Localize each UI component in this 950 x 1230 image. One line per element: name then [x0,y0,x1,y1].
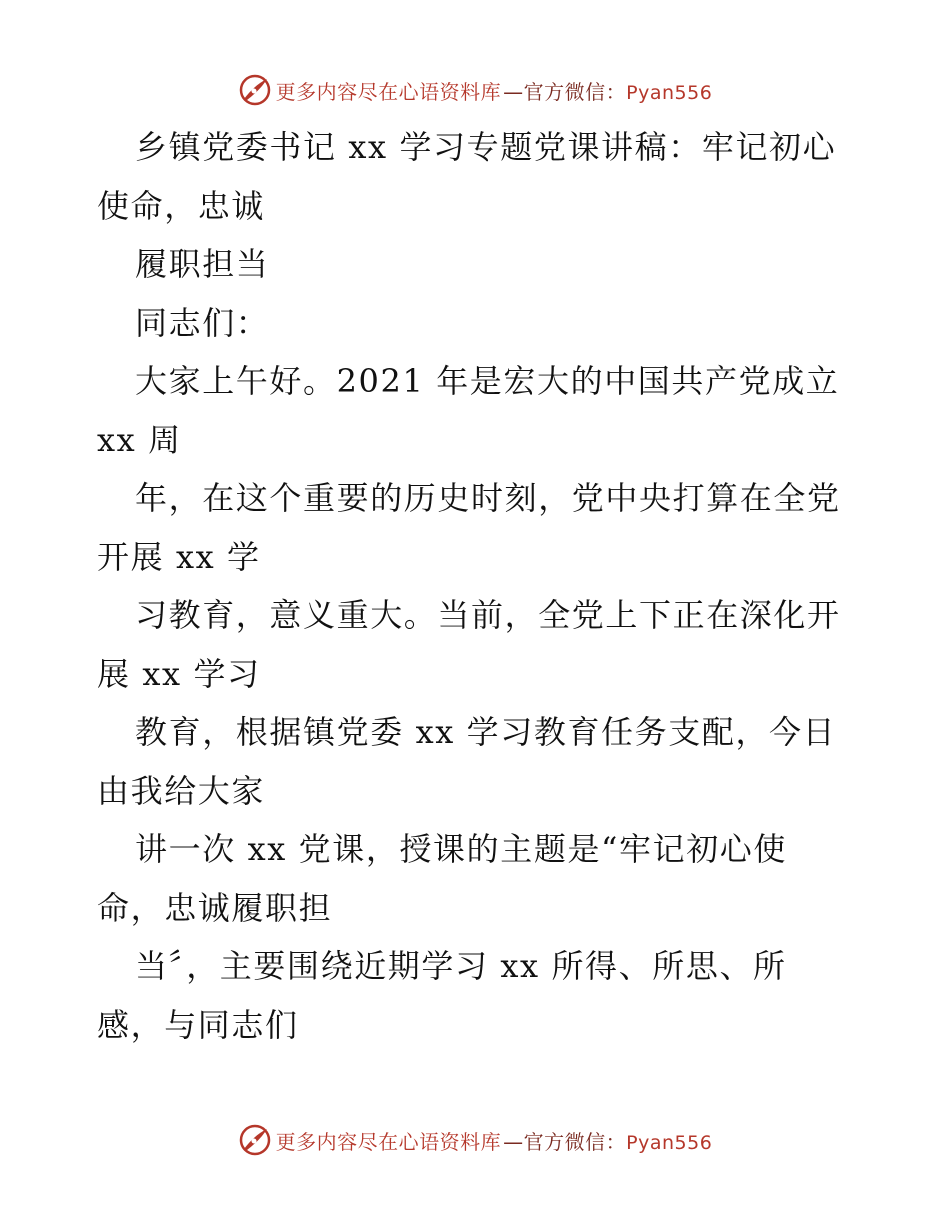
text-line: 教育，根据镇党委 xx 学习教育任务支配，今日 [135,713,837,751]
header-watermark-banner [0,70,950,110]
text-line: 履职担当 [135,245,270,283]
text-line: xx 周 [97,420,182,459]
quill-pen-logo-icon [238,1123,272,1157]
text-line: 讲一次 xx 党课，授课的主题是“牢记初心使 [135,830,787,868]
wechat-id: Pyan556 [626,1131,713,1154]
text-line: 开展 xx 学 [97,537,261,576]
watermark-separator: —官方微信： [503,1129,627,1154]
text-line: 年，在这个重要的历史时刻，党中央打算在全党 [135,479,841,517]
watermark-separator: —官方微信： [503,79,627,104]
wechat-id: Pyan556 [626,81,713,104]
text-line: 乡镇党委书记 xx 学习专题党课讲稿：牢记初心 [135,128,837,166]
footer-watermark-banner [0,1120,950,1160]
text-line: 命，忠诚履职担 [97,888,333,927]
text-line: 展 xx 学习 [97,654,261,693]
text-line: 习教育，意义重大。当前，全党上下正在深化开 [135,596,841,634]
watermark-title: 更多内容尽在心语资料库 [275,79,502,104]
watermark-text [276,1126,713,1155]
text-line: 同志们： [135,303,270,342]
text-line: 当〞，主要围绕近期学习 xx 所得、所思、所 [135,947,787,985]
document-body [97,118,857,1054]
text-line: 使命，忠诚 [97,186,266,225]
text-line: 大家上午好。2021 年是宏大的中国共产党成立 [135,362,840,400]
watermark-text [276,76,713,105]
quill-pen-logo-icon [238,73,272,107]
text-line: 感，与同志们 [97,1005,299,1044]
text-line: 由我给大家 [97,771,266,810]
watermark-title: 更多内容尽在心语资料库 [275,1129,502,1154]
